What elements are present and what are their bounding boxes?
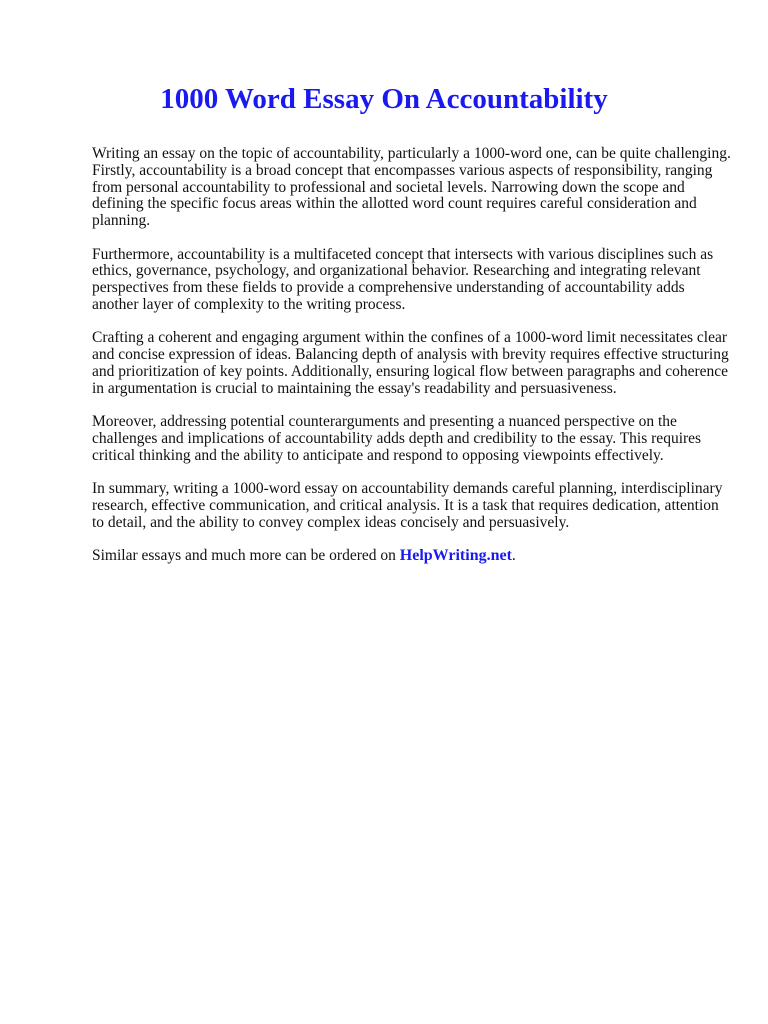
paragraph-2: Furthermore, accountability is a multifaceted concept that intersects with various disciplines such as ethics, governance, psychology, and organizational behavior. Researching and integrating relevant perspectives from these fields to provide a comprehensive understanding of accountability adds another layer of complexity to the writing process.: [92, 245, 714, 313]
footer-suffix: .: [511, 547, 516, 565]
footer-prefix: Similar essays and much more can be ordered on: [92, 547, 400, 565]
essay-body: [92, 146, 732, 582]
page-title: 1000 Word Essay On Accountability: [160, 83, 608, 115]
paragraph-1: Writing an essay on the topic of accountability, particularly a 1000-word one, can be quite challenging. Firstly, accountability is a broad concept that encompasses various aspects of responsibility, ranging from personal accountability to professional and societal levels. Narrowing down the scope and defining the specific focus areas within the allotted word count requires careful consideration and planning.: [92, 145, 731, 230]
paragraph-4: Moreover, addressing potential counterarguments and presenting a nuanced perspective on the challenges and implications of accountability adds depth and credibility to the essay. This requires critical thinking and the ability to anticipate and respond to opposing viewpoints effectively.: [92, 413, 702, 464]
helpwriting-link[interactable]: HelpWriting.net: [399, 547, 512, 565]
paragraph-3: Crafting a coherent and engaging argument within the confines of a 1000-word limit necessitates clear and concise expression of ideas. Balancing depth of analysis with brevity requires effective structuring and prioritization of key points. Additionally, ensuring logical flow between paragraphs and coherence in argumentation is crucial to maintaining the essay's readability and persuasiveness.: [92, 329, 729, 397]
footer-line: [92, 548, 732, 565]
paragraph-5: In summary, writing a 1000-word essay on accountability demands careful planning, interdisciplinary research, effective communication, and critical analysis. It is a task that requires dedication, attention to detail, and the ability to convey complex ideas concisely and persuasively.: [92, 480, 723, 531]
